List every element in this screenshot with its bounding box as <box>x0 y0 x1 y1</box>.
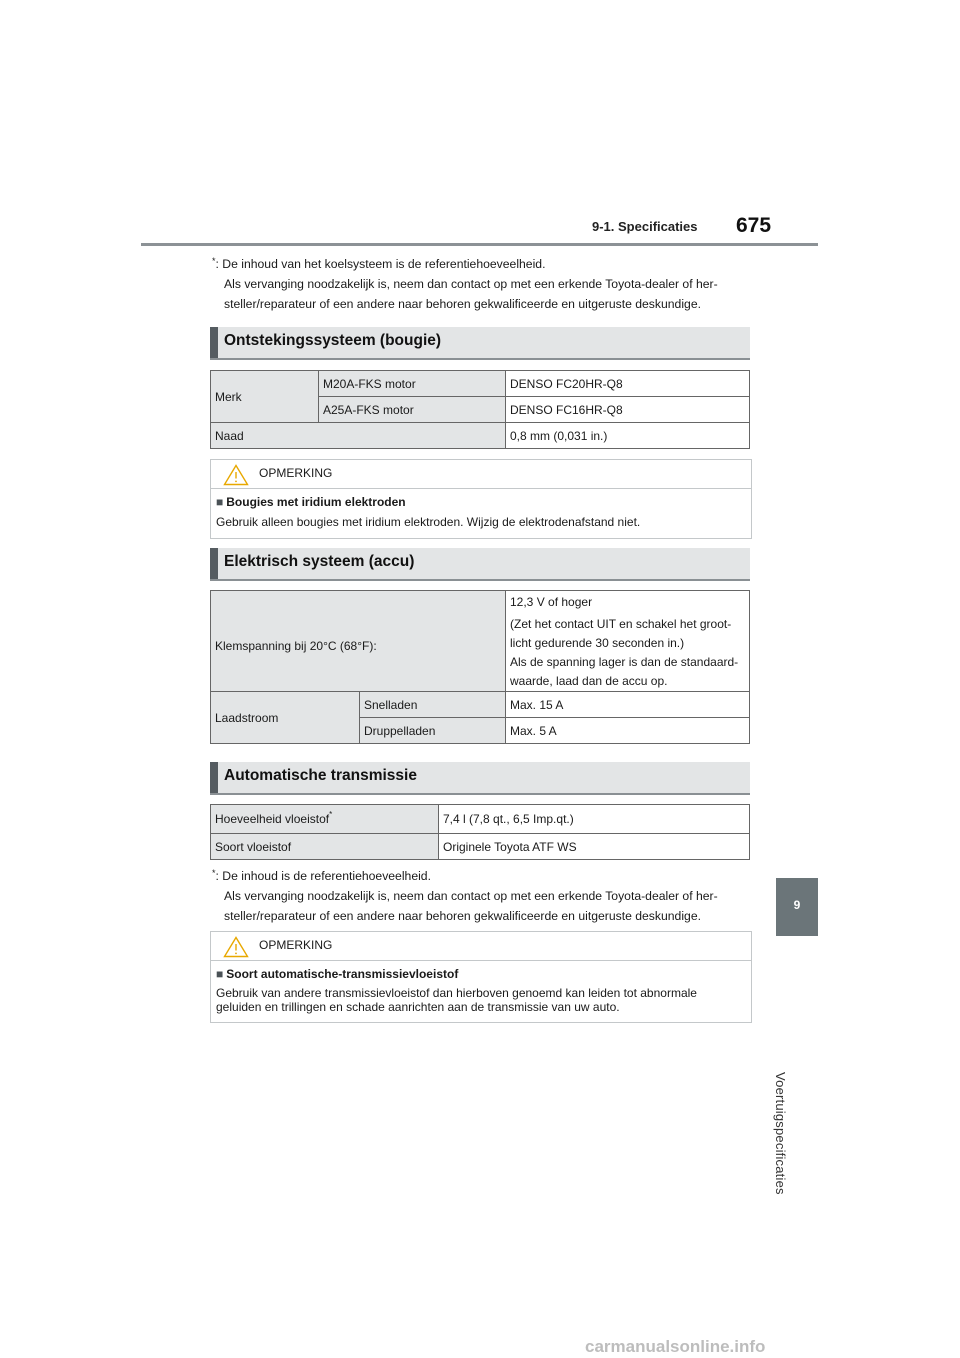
table-row <box>211 371 750 397</box>
table-row <box>211 805 750 834</box>
table-cell-value: Max. 5 A <box>506 718 750 744</box>
notice-heading-text: Bougies met iridium elektroden <box>226 495 406 509</box>
table-row <box>211 423 750 449</box>
notice-body <box>211 489 751 538</box>
notice-text-line: geluiden en trillingen en schade aanrichten aan de transmissie van uw auto. <box>216 1000 620 1014</box>
table-cell-label: Klemspanning bij 20°C (68°F): <box>211 591 506 692</box>
section-title: Elektrisch systeem (accu) <box>224 553 415 570</box>
ignition-spec-table <box>210 370 750 449</box>
warning-triangle-icon <box>223 464 249 486</box>
footnote-line: : De inhoud is de referentiehoeveelheid. <box>215 869 431 883</box>
section-header-ignition <box>210 327 750 360</box>
footnote-line: Als vervanging noodzakelijk is, neem dan contact op met een erkende Toyota-dealer of her- <box>224 889 718 903</box>
table-cell-label: Merk <box>211 371 319 423</box>
table-cell-label: Druppelladen <box>360 718 506 744</box>
footnote-marker: * <box>329 810 333 819</box>
table-cell-label: Naad <box>211 423 506 449</box>
voltage-value: 12,3 V of hoger <box>510 595 593 609</box>
page-number: 675 <box>736 214 772 237</box>
table-row <box>211 834 750 860</box>
voltage-instruction: waarde, laad dan de accu op. <box>510 674 668 688</box>
table-cell-value: 0,8 mm (0,031 in.) <box>506 423 750 449</box>
table-cell-label: M20A-FKS motor <box>319 371 506 397</box>
table-cell-label: Snelladen <box>360 692 506 718</box>
section-heading: 9-1. Specificaties <box>592 219 698 234</box>
section-marker <box>210 762 218 793</box>
section-marker <box>210 327 218 358</box>
table-cell-value <box>506 591 750 692</box>
footnote-coolant <box>212 254 752 314</box>
table-cell-value: DENSO FC16HR-Q8 <box>506 397 750 423</box>
notice-text: Gebruik alleen bougies met iridium elektroden. Wijzig de elektrodenafstand niet. <box>216 515 641 529</box>
table-row <box>211 692 750 718</box>
notice-text-line: Gebruik van andere transmissievloeistof dan hierboven genoemd kan leiden tot abnormale <box>216 986 697 1000</box>
square-bullet-icon: ■ <box>216 495 224 509</box>
footnote-line: : De inhoud van het koelsysteem is de referentiehoeveelheid. <box>215 257 546 271</box>
notice-heading <box>216 494 745 510</box>
section-title: Ontstekingssysteem (bougie) <box>224 332 442 349</box>
table-cell-label: Laadstroom <box>211 692 360 744</box>
electrical-spec-table <box>210 590 750 744</box>
notice-heading-text: Soort automatische-transmissievloeistof <box>226 967 459 981</box>
notice-box-transmission-fluid <box>210 931 752 1023</box>
section-marker <box>210 548 218 579</box>
header-divider <box>141 243 818 246</box>
table-cell-label: A25A-FKS motor <box>319 397 506 423</box>
footnote-transmission <box>212 866 752 926</box>
warning-triangle-icon <box>223 936 249 958</box>
square-bullet-icon: ■ <box>216 967 224 981</box>
table-cell-value: Max. 15 A <box>506 692 750 718</box>
table-cell-value: DENSO FC20HR-Q8 <box>506 371 750 397</box>
notice-header <box>211 460 751 489</box>
footnote-marker: * <box>212 868 216 878</box>
footnote-marker: * <box>212 256 216 266</box>
notice-header <box>211 932 751 961</box>
notice-body <box>211 961 751 1022</box>
fluid-quantity-label: Hoeveelheid vloeistof <box>215 812 330 826</box>
watermark: carmanualsonline.info <box>585 1337 766 1356</box>
voltage-instruction: Als de spanning lager is dan de standaard- <box>510 655 739 669</box>
footnote-line: steller/reparateur of een andere naar behoren gekwalificeerde en uitgeruste deskundige. <box>224 909 701 923</box>
table-cell-value: 7,4 l (7,8 qt., 6,5 Imp.qt.) <box>439 805 750 834</box>
transmission-spec-table <box>210 804 750 860</box>
section-header-electrical <box>210 548 750 581</box>
voltage-instruction: (Zet het contact UIT en schakel het groot- <box>510 617 732 631</box>
table-row <box>211 591 750 692</box>
table-cell-label <box>211 805 439 834</box>
voltage-instruction: licht gedurende 30 seconden in.) <box>510 636 685 650</box>
footnote-line: Als vervanging noodzakelijk is, neem dan contact op met een erkende Toyota-dealer of her- <box>224 277 718 291</box>
section-title: Automatische transmissie <box>224 767 417 784</box>
chapter-label: Voertuigspecificaties <box>773 1072 788 1195</box>
chapter-number: 9 <box>793 898 801 912</box>
section-header-transmission <box>210 762 750 795</box>
notice-box-spark-plugs <box>210 459 752 539</box>
footnote-line: steller/reparateur of een andere naar behoren gekwalificeerde en uitgeruste deskundige. <box>224 297 701 311</box>
table-cell-label: Soort vloeistof <box>211 834 439 860</box>
table-cell-value: Originele Toyota ATF WS <box>439 834 750 860</box>
notice-heading <box>216 966 745 982</box>
notice-text <box>216 986 745 1014</box>
notice-label: OPMERKING <box>259 466 333 480</box>
notice-label: OPMERKING <box>259 938 333 952</box>
